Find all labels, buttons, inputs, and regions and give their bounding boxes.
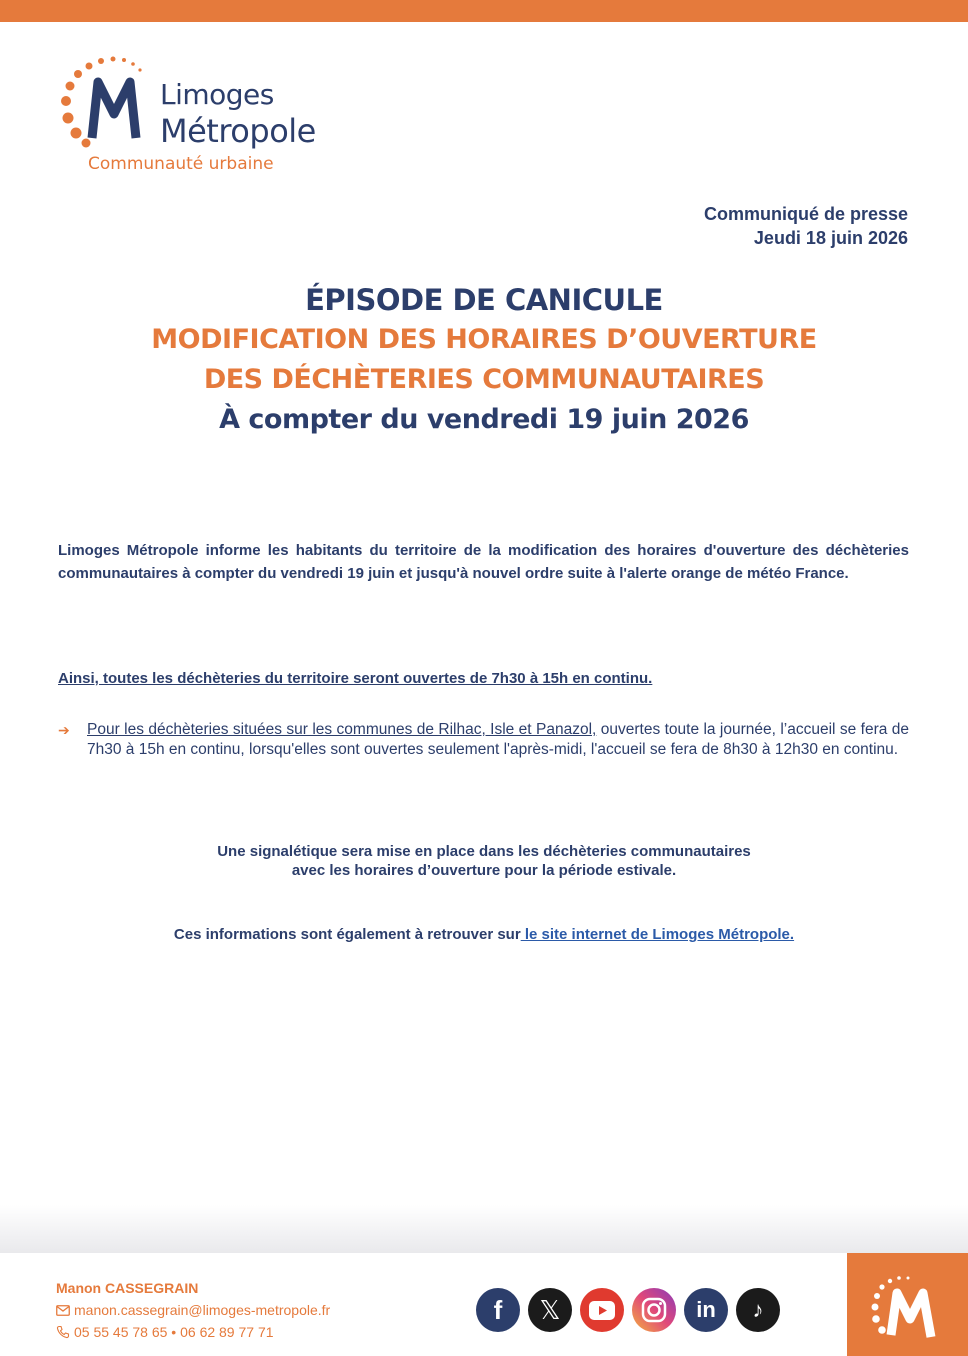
signage-line-2: avec les horaires d’ouverture pour la période estivale. (291, 862, 677, 879)
headline-line-1: ÉPISODE DE CANICULE (305, 283, 663, 317)
instagram-icon[interactable] (632, 1288, 676, 1332)
headline-line-3: DES DÉCHÈTERIES COMMUNAUTAIRES (203, 364, 765, 395)
phone-icon (56, 1325, 70, 1339)
website-note (0, 925, 968, 945)
contact-phone-row (56, 1321, 330, 1343)
youtube-play-icon (589, 1301, 615, 1320)
footer (0, 1253, 968, 1356)
website-link[interactable]: le site internet de Limoges Métropole. (520, 926, 795, 943)
logo-m-mark-icon (847, 1253, 968, 1356)
youtube-icon[interactable] (580, 1288, 624, 1332)
headline (0, 280, 968, 440)
signage-line-1: Une signalétique sera mise en place dans les déchèteries communautaires (217, 843, 751, 860)
envelope-icon (56, 1305, 70, 1316)
headline-line-2: MODIFICATION DES HORAIRES D’OUVERTURE (151, 324, 817, 355)
intro-paragraph: Limoges Métropole informe les habitants du territoire de la modification des horaires d'ouverture des déchèteries communautaires à compter du vendredi 19 juin et jusqu'à nouvel ordre suite à l'alerte orange de météo France. (58, 542, 909, 582)
footer-gradient (0, 1205, 968, 1253)
logo-word-limoges: Limoges (160, 78, 274, 111)
signage-note (0, 842, 968, 880)
bullet-lead-underlined: Pour les déchèteries situées sur les communes de Rilhac, Isle et Panazol, (87, 721, 597, 738)
facebook-icon[interactable]: f (476, 1288, 520, 1332)
arrow-right-icon: ➔ (58, 722, 70, 738)
logo-tagline: Communauté urbaine (88, 154, 274, 174)
website-note-prefix: Ces informations sont également à retrouver sur (173, 926, 521, 943)
social-links (476, 1288, 788, 1332)
contact-email[interactable]: manon.cassegrain@limoges-metropole.fr (74, 1302, 331, 1318)
release-date: Jeudi 18 juin 2026 (753, 228, 908, 248)
instagram-camera-icon (641, 1297, 667, 1323)
logo-dots-mark-icon (56, 56, 166, 156)
highlight-paragraph: Ainsi, toutes les déchèteries du territoire seront ouvertes de 7h30 à 15h en continu. (58, 670, 653, 687)
headline-date-line: À compter du vendredi 19 juin 2026 (219, 404, 749, 435)
limoges-metropole-logo (56, 56, 316, 180)
footer-brand-badge (847, 1253, 968, 1356)
contact-name: Manon CASSEGRAIN (56, 1280, 199, 1296)
bullet-text (87, 720, 909, 760)
linkedin-icon[interactable]: in (684, 1288, 728, 1332)
press-contact (56, 1277, 330, 1343)
top-accent-bar (0, 0, 968, 22)
tiktok-icon[interactable]: ♪ (736, 1288, 780, 1332)
doc-type-label: Communiqué de presse (703, 204, 908, 224)
press-release-header (704, 202, 908, 250)
bullet-rest: ouvertes toute la journée, l’accueil se fera de 7h30 à 15h en continu, lorsqu'elles sont ouvertes seulement l'après-midi, l'accueil se fera de 8h30 à 12h30 en continu. (87, 721, 909, 758)
logo-word-metropole: Métropole (160, 112, 316, 150)
contact-phones: 05 55 45 78 65 • 06 62 89 77 71 (74, 1324, 274, 1340)
contact-email-row (56, 1299, 330, 1321)
x-twitter-icon[interactable]: 𝕏 (528, 1288, 572, 1332)
bullet-item (58, 720, 909, 760)
